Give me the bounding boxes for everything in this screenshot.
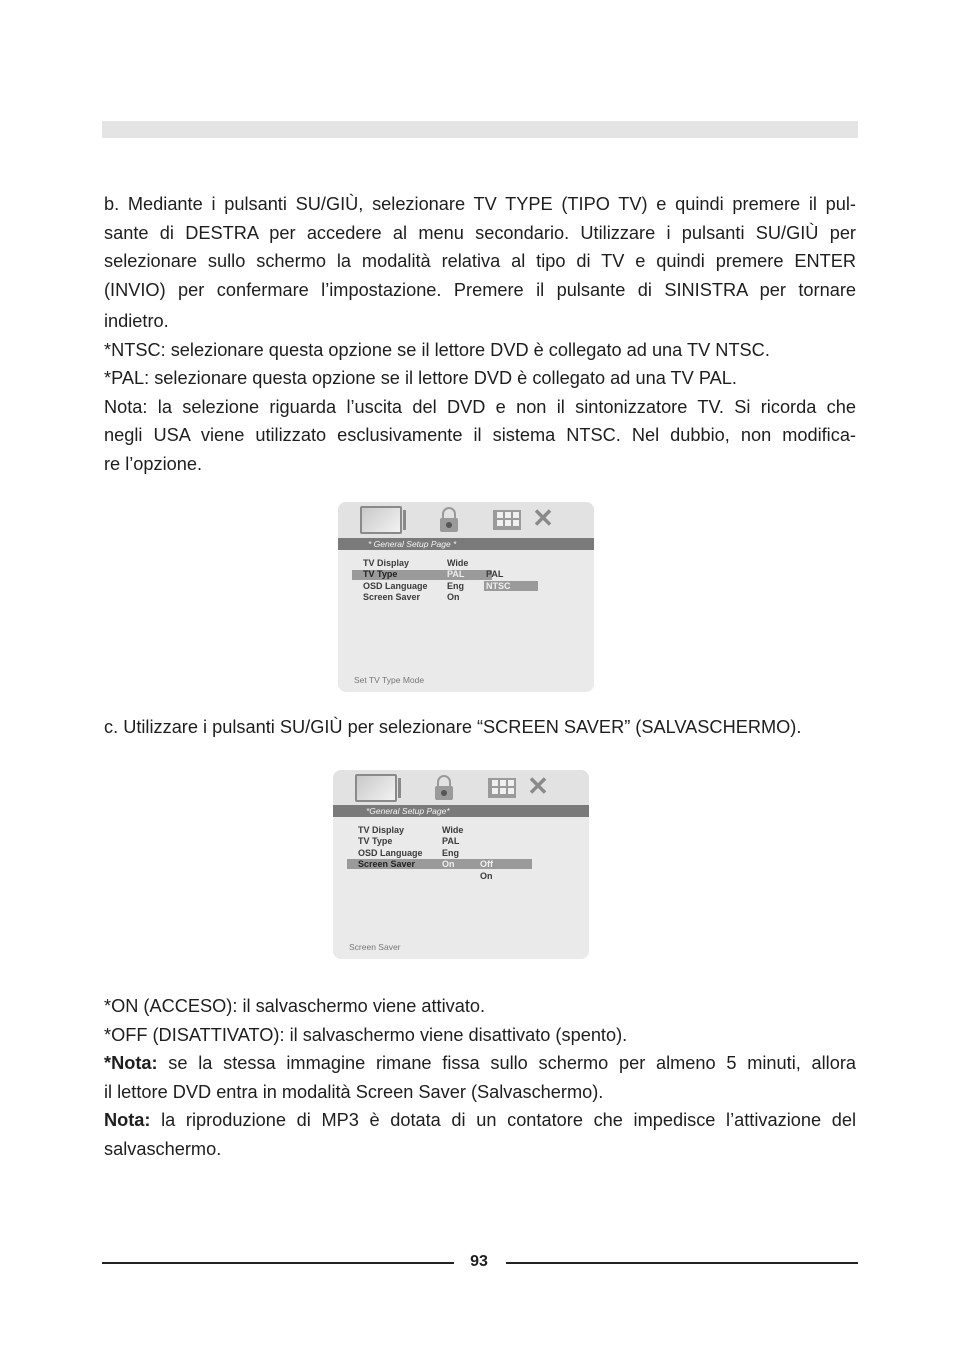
- osd-footer: Set TV Type Mode: [354, 675, 425, 685]
- lock-icon: [435, 786, 453, 800]
- notes-block: [104, 992, 856, 1163]
- section-b-paragraph: [104, 190, 856, 478]
- tv-icon: [360, 506, 402, 534]
- submenu-option: On: [480, 871, 493, 881]
- grid-icon: [493, 510, 521, 530]
- section-c-paragraph: [104, 713, 856, 742]
- nota2-line2: salvaschermo.: [104, 1138, 222, 1159]
- lock-icon: [440, 518, 458, 532]
- row-label: TV Display: [363, 558, 410, 568]
- ntsc-note: *NTSC: selezionare questa opzione se il lettore DVD è collegato ad una TV NTSC.: [104, 339, 770, 360]
- row-label: TV Display: [358, 825, 405, 835]
- text-line: re l’opzione.: [104, 453, 203, 474]
- row-value: Eng: [447, 581, 464, 591]
- nota2-text: la riproduzione di MP3 è dotata di un contatore che impedisce l’attivazione del: [150, 1110, 856, 1130]
- on-note: *ON (ACCESO): il salvaschermo viene attivato.: [104, 996, 486, 1016]
- grid-icon: [488, 778, 516, 798]
- nota1-bold-label: *Nota:: [104, 1053, 158, 1073]
- text-line: (INVIO) per confermare l’impostazione. Premere il pulsante di SINISTRA per tornare: [104, 279, 856, 300]
- row-value: Eng: [442, 848, 459, 858]
- nota1-line2: il lettore DVD entra in modalità Screen Saver (Salvaschermo).: [104, 1081, 604, 1102]
- row-value: PAL: [442, 836, 460, 846]
- row-label: Screen Saver: [358, 859, 416, 869]
- row-label: TV Type: [358, 836, 393, 846]
- close-icon: ✕: [527, 771, 549, 801]
- row-label: TV Type: [363, 569, 398, 579]
- osd-footer: Screen Saver: [349, 942, 401, 952]
- text-line: c. Utilizzare i pulsanti SU/GIÙ per selezionare “SCREEN SAVER” (SALVASCHERMO).: [104, 717, 802, 737]
- header-bar: [102, 121, 858, 138]
- nota2-bold-label: Nota:: [104, 1110, 151, 1130]
- footer-rule-left: [102, 1262, 454, 1264]
- row-value: On: [442, 859, 455, 869]
- text-line: selezionare sullo schermo la modalità relativa al tipo di TV e quindi premere ENTER: [104, 251, 856, 271]
- pal-note: *PAL: selezionare questa opzione se il lettore DVD è collegato ad una TV PAL.: [104, 368, 737, 388]
- row-value: Wide: [442, 825, 464, 835]
- osd-screen-saver-screenshot: [333, 770, 589, 959]
- osd-page-title: *General Setup Page*: [333, 805, 589, 817]
- row-value: Wide: [447, 558, 469, 568]
- off-note: *OFF (DISATTIVATO): il salvaschermo viene disattivato (spento).: [104, 1024, 628, 1045]
- submenu-option-selected: Off: [480, 859, 493, 869]
- text-line: sante di DESTRA per accedere al menu secondario. Utilizzare i pulsanti SU/GIÙ per: [104, 222, 856, 243]
- submenu-option-selected: NTSC: [486, 581, 511, 591]
- text-line: negli USA viene utilizzato esclusivamente il sistema NTSC. Nel dubbio, non modifica-: [104, 425, 856, 445]
- text-line: indietro.: [104, 311, 169, 331]
- row-value: On: [447, 592, 460, 602]
- footer-rule-right: [506, 1262, 858, 1264]
- row-value: PAL: [447, 569, 465, 579]
- text-line: Nota: la selezione riguarda l’uscita del DVD e non il sintonizzatore TV. Si ricorda che: [104, 396, 856, 417]
- nota2-line: [104, 1106, 856, 1135]
- osd-tv-type-screenshot: [338, 502, 594, 692]
- row-label: Screen Saver: [363, 592, 421, 602]
- nota1-text: se la stessa immagine rimane fissa sullo schermo per almeno 5 minuti, allora: [157, 1053, 856, 1073]
- text-line: b. Mediante i pulsanti SU/GIÙ, selezionare TV TYPE (TIPO TV) e quindi premere il pul-: [104, 194, 856, 214]
- tv-icon: [355, 774, 397, 802]
- row-label: OSD Language: [363, 581, 428, 591]
- osd-icon-row: [338, 502, 594, 538]
- nota1-line: [104, 1049, 856, 1078]
- submenu-option: PAL: [486, 569, 504, 579]
- page-number: 93: [470, 1253, 488, 1270]
- close-icon: ✕: [532, 503, 554, 533]
- osd-page-title: * General Setup Page *: [338, 538, 594, 550]
- row-label: OSD Language: [358, 848, 423, 858]
- osd-icon-row: [333, 770, 589, 806]
